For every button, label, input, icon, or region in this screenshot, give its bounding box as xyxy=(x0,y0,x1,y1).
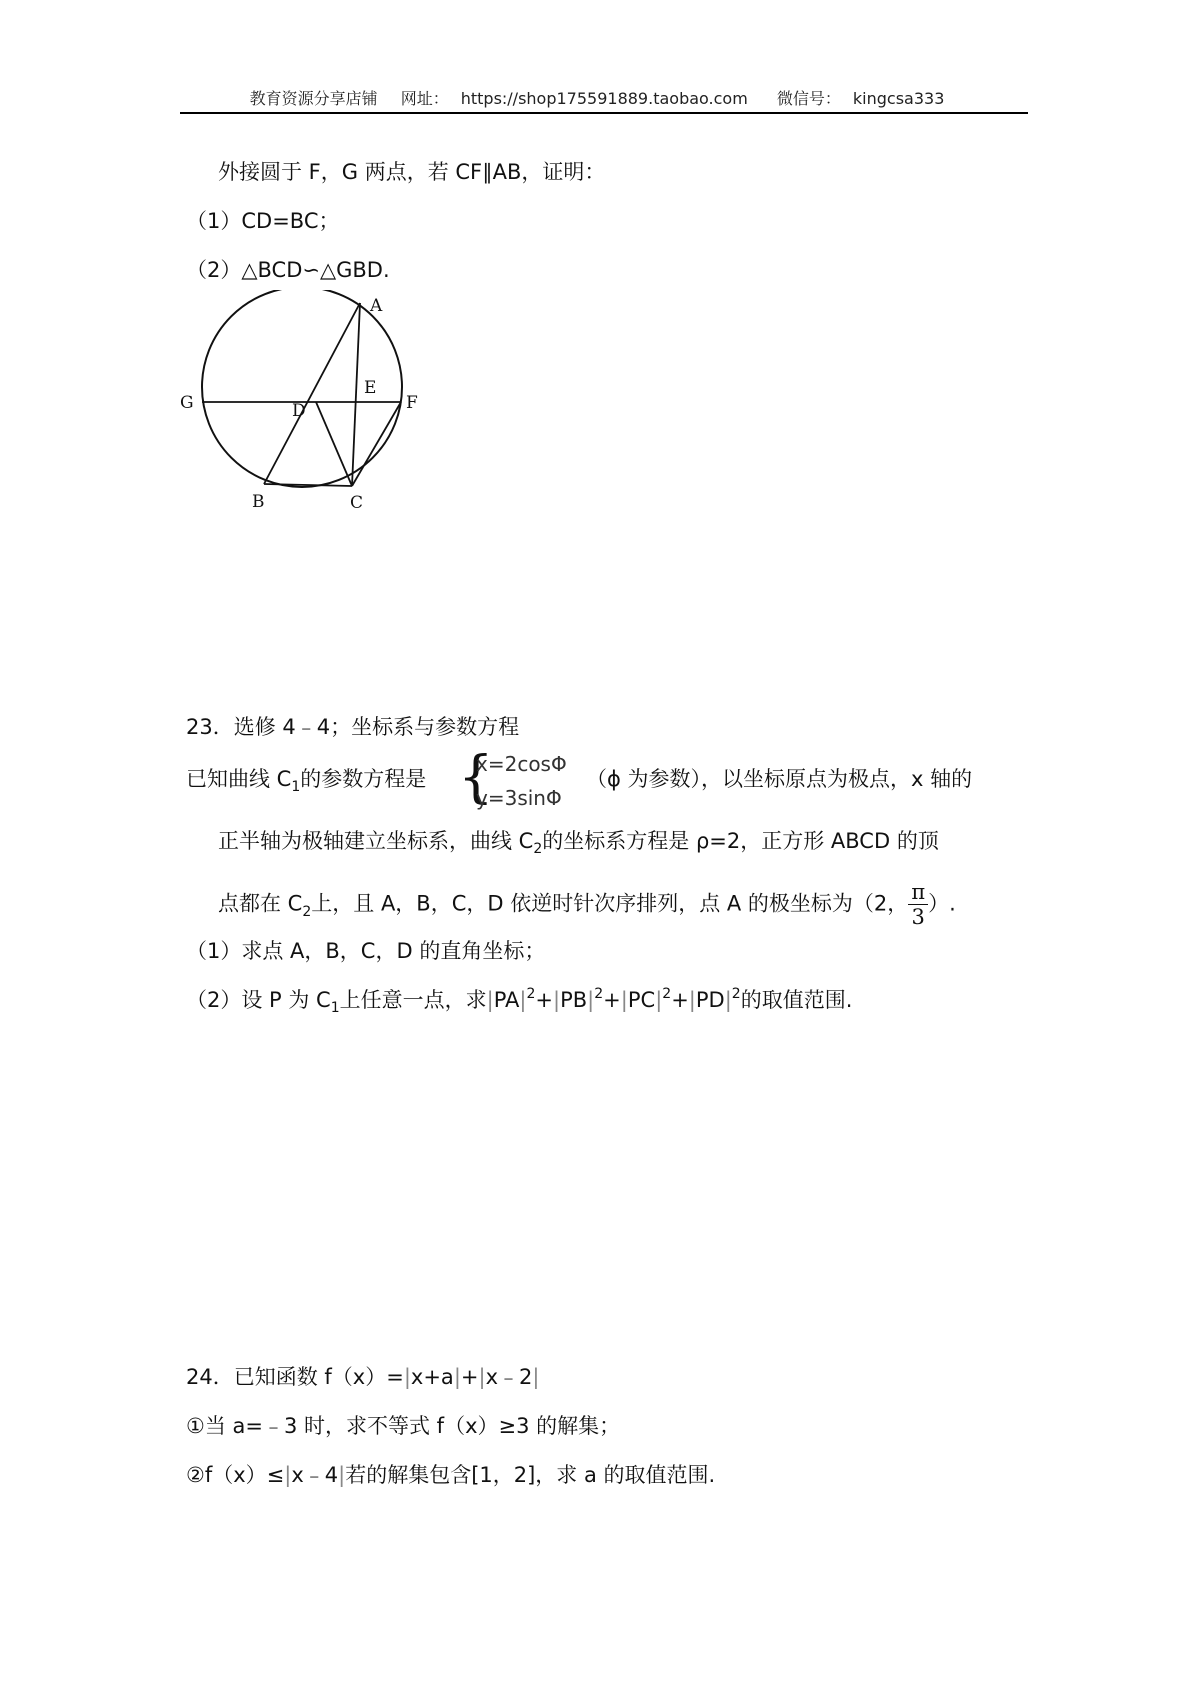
q23-line2: 正半轴为极轴建立坐标系，曲线 $C_2$的坐标系方程是 ρ=2，正方形 ABCD 的顶 xyxy=(218,829,939,857)
wechat-label: 微信号： xyxy=(776,89,841,108)
label-d: D xyxy=(292,401,306,421)
shop-name: 教育资源分享店铺 xyxy=(249,89,378,108)
segment-dc xyxy=(316,402,352,486)
label-a: A xyxy=(370,296,383,316)
url-label: 网址： xyxy=(400,89,449,108)
label-f: F xyxy=(406,393,418,413)
label-g: G xyxy=(180,393,194,413)
q23-title: 23．选修 4﹣4；坐标系与参数方程 xyxy=(186,715,520,739)
q22-line1: 外接圆于 F，G 两点，若 CF∥AB，证明： xyxy=(218,160,606,184)
eq-x: x=2cosΦ xyxy=(476,752,567,776)
geometry-figure xyxy=(180,290,440,520)
segment-ab xyxy=(264,303,360,484)
segment-cf xyxy=(352,402,401,486)
segment-bc xyxy=(264,484,352,486)
page-header xyxy=(0,86,1200,109)
q22-part1: （1）CD=BC； xyxy=(186,209,340,233)
label-c: C xyxy=(350,493,364,513)
q22-part2: （2）△BCD∽△GBD. xyxy=(186,258,390,282)
label-e: E xyxy=(364,378,377,398)
header-divider xyxy=(180,112,1028,114)
q24-part2: ②f（x）≤|x﹣4|若的解集包含[1，2]，求 a 的取值范围. xyxy=(186,1463,716,1487)
eq-y: y=3sinΦ xyxy=(476,786,562,810)
q23-line3: 点都在 $C_2$上，且 A，B，C，D 依逆时针次序排列，点 A 的极坐标为（2， $\frac{\pi}{3}$ ）. xyxy=(218,880,956,929)
fraction-pi-over-3: $\frac{\pi}{3}$ xyxy=(908,880,928,929)
q24-part1: ①当 a=﹣3 时，求不等式 f（x）≥3 的解集； xyxy=(186,1414,621,1438)
equation-brace: { xyxy=(458,745,494,810)
segment-ac xyxy=(352,303,360,486)
q23-part2: （2）设 P 为 $C_1$上任意一点，求$|PA|^2+|PB|^2+|PC|^2+|PD|^2$的取值范围. xyxy=(186,986,853,1016)
label-b: B xyxy=(252,492,265,512)
wechat-id: kingcsa333 xyxy=(852,89,945,108)
q24-line1: 24．已知函数 f（x）=|x+a|+|x﹣2| xyxy=(186,1365,540,1389)
q23-line1-prefix: 已知曲线 $C_1$的参数方程是 xyxy=(186,767,427,795)
q23-line1-suffix: （ϕ 为参数），以坐标原点为极点，x 轴的 xyxy=(586,767,973,791)
shop-url[interactable]: https://shop175591889.taobao.com xyxy=(460,89,748,108)
q23-part1: （1）求点 A，B，C，D 的直角坐标； xyxy=(186,939,546,963)
